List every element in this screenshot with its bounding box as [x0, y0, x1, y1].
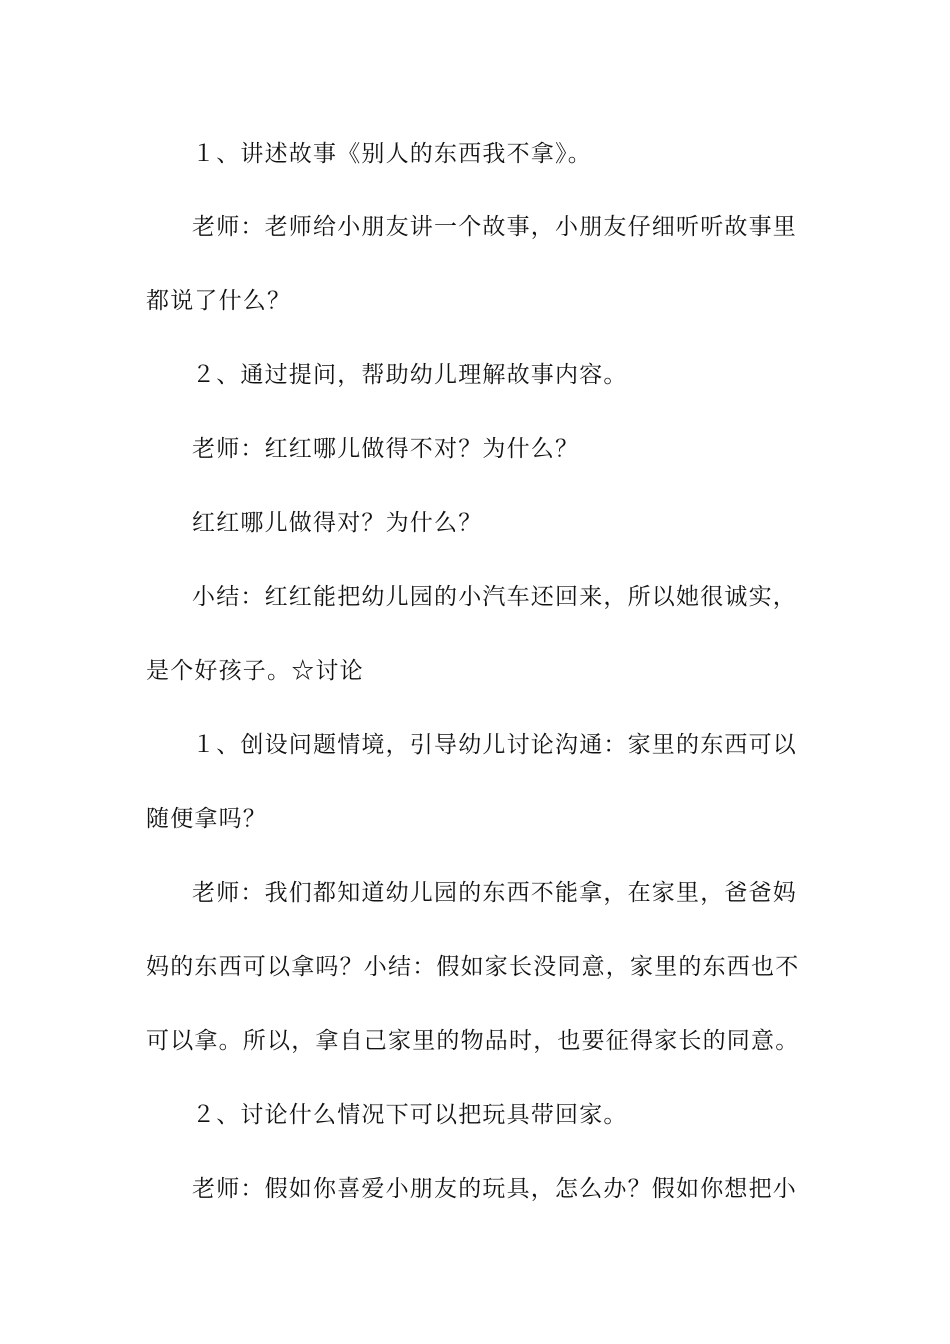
paragraph-line: 可以拿。所以，拿自己家里的物品时，也要征得家长的同意。	[146, 1028, 800, 1054]
paragraph-line: ２、通过提问，帮助幼儿理解故事内容。	[192, 362, 628, 388]
paragraph-line: 都说了什么？	[146, 288, 292, 314]
paragraph-line: １、讲述故事《别人的东西我不拿》。	[192, 141, 592, 167]
paragraph-line: 小结：红红能把幼儿园的小汽车还回来，所以她很诚实，	[192, 584, 797, 610]
paragraph-line: 老师：假如你喜爱小朋友的玩具，怎么办？假如你想把小	[192, 1176, 797, 1202]
paragraph-line: １、创设问题情境，引导幼儿讨论沟通：家里的东西可以	[192, 732, 797, 758]
paragraph-line: 老师：红红哪儿做得不对？为什么？	[192, 436, 580, 462]
paragraph-line: 老师：老师给小朋友讲一个故事，小朋友仔细听听故事里	[192, 214, 797, 240]
paragraph-line: ２、讨论什么情况下可以把玩具带回家。	[192, 1102, 628, 1128]
paragraph-line: 妈的东西可以拿吗？小结：假如家长没同意，家里的东西也不	[146, 954, 800, 980]
paragraph-line: 随便拿吗？	[146, 806, 267, 832]
paragraph-line: 红红哪儿做得对？为什么？	[192, 510, 483, 536]
paragraph-line: 老师：我们都知道幼儿园的东西不能拿，在家里，爸爸妈	[192, 880, 797, 906]
paragraph-line: 是个好孩子。☆讨论	[146, 658, 364, 684]
